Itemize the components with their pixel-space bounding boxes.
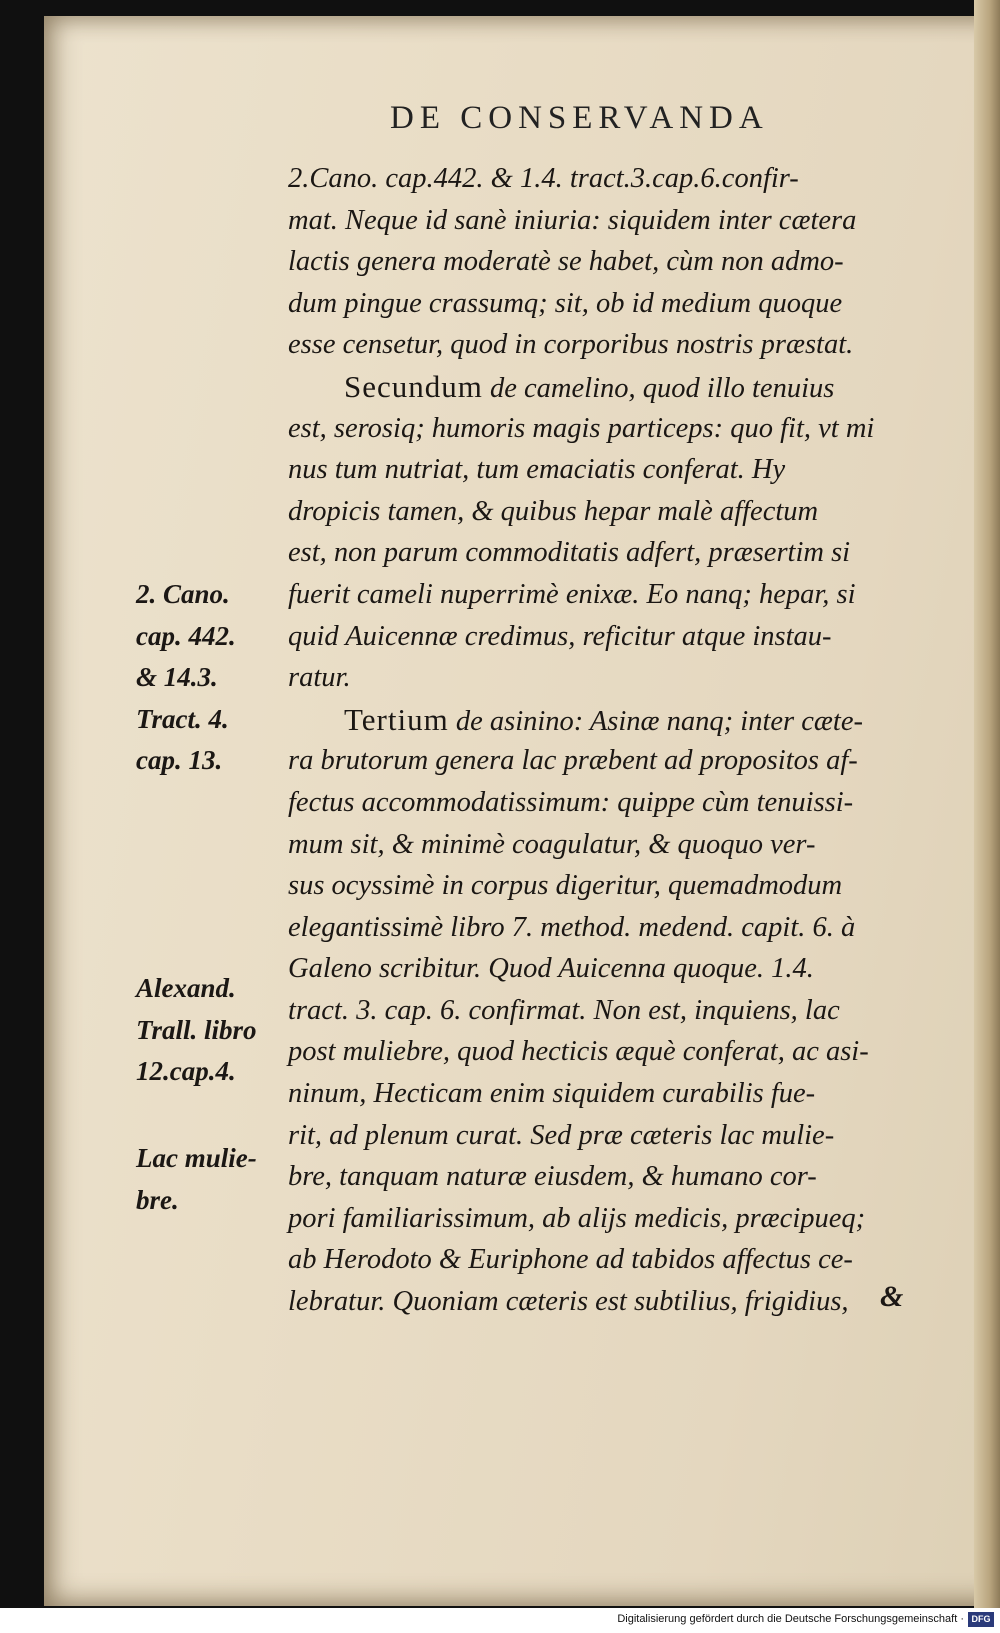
margin-note-line: 12.cap.4.: [136, 1056, 236, 1087]
margin-note-line: bre.: [136, 1184, 179, 1215]
text-line: est, serosiq; humoris magis particeps: quo fit, vt mi: [288, 412, 875, 444]
margin-note-line: Lac mulie-: [136, 1143, 257, 1173]
body-text: [288, 158, 948, 1323]
text-line: Secundum de camelino, quod illo tenuius: [344, 368, 835, 404]
text-line: esse censetur, quod in corporibus nostris præstat.: [288, 329, 854, 361]
margin-note-lac-muliebre: [136, 1138, 286, 1221]
text-line: lactis genera moderatè se habet, cùm non admo-: [288, 246, 844, 278]
text-line: bre, tanquam naturæ eiusdem, & humano cor-: [288, 1161, 817, 1193]
text-line: pori familiarissimum, ab alijs medicis, præcipueq;: [288, 1202, 866, 1234]
text-line: ratur.: [288, 662, 351, 694]
margin-note-line: Tract. 4.: [136, 703, 229, 734]
text-line: dum pingue crassumq; sit, ob id medium quoque: [288, 287, 843, 319]
text-line: Galeno scribitur. Quod Auicenna quoque. 1.4.: [288, 953, 814, 985]
text-line: ab Herodoto & Euriphone ad tabidos affectus ce-: [288, 1244, 853, 1276]
text-line: lebratur. Quoniam cæteris est subtilius, frigidius,: [288, 1286, 849, 1318]
page-edge: [974, 0, 1000, 1608]
text-line: fuerit cameli nuperrimè enixæ. Eo nanq; hepar, si: [288, 578, 856, 610]
catchword: &: [880, 1280, 904, 1313]
text-line: post muliebre, quod hecticis æquè conferat, ac asi-: [288, 1036, 869, 1068]
text-line: rit, ad plenum curat. Sed præ cæteris lac mulie-: [288, 1119, 835, 1151]
text-line: dropicis tamen, & quibus hepar malè affectum: [288, 495, 819, 527]
text-line: 2.Cano. cap.442. & 1.4. tract.3.cap.6.confir-: [288, 163, 799, 194]
margin-note-line: cap. 13.: [136, 745, 223, 776]
text-line: mat. Neque id sanè iniuria: siquidem inter cætera: [288, 204, 857, 236]
margin-note-line: cap. 442.: [136, 620, 236, 651]
footer-credit: Digitalisierung gefördert durch die Deutsche Forschungsgemeinschaft ·: [617, 1613, 964, 1625]
margin-note-canon: [136, 574, 286, 782]
text-line: elegantissimè libro 7. method. medend. capit. 6. à: [288, 911, 856, 943]
text-line: est, non parum commoditatis adfert, præsertim si: [288, 537, 851, 569]
text-line: ra brutorum genera lac præbent ad propositos af-: [288, 745, 858, 777]
text-line: quid Auicennæ credimus, reficitur atque instau-: [288, 620, 832, 652]
margin-note-line: 2. Cano.: [136, 579, 230, 609]
margin-note-line: & 14.3.: [136, 662, 218, 693]
text-line: ninum, Hecticam enim siquidem curabilis fue-: [288, 1078, 816, 1110]
text-line: mum sit, & minimè coagulatur, & quoquo ver-: [288, 828, 816, 860]
text-line: nus tum nutriat, tum emaciatis conferat. Hy: [288, 454, 786, 486]
margin-note-line: Trall. libro: [136, 1014, 257, 1045]
text-line: Tertium de asinino: Asinæ nanq; inter cæte-: [344, 701, 863, 737]
margin-note-alexander: [136, 968, 286, 1093]
running-head: DE CONSERVANDA: [390, 100, 769, 136]
text-line: fectus accommodatissimum: quippe cùm tenuissi-: [288, 786, 854, 818]
text-line: tract. 3. cap. 6. confirmat. Non est, inquiens, lac: [288, 994, 840, 1026]
dfg-logo-icon: DFG: [968, 1612, 994, 1627]
margin-note-line: Alexand.: [136, 973, 236, 1003]
footer-bar: [0, 1608, 1000, 1633]
text-line: sus ocyssimè in corpus digeritur, quemadmodum: [288, 870, 843, 902]
